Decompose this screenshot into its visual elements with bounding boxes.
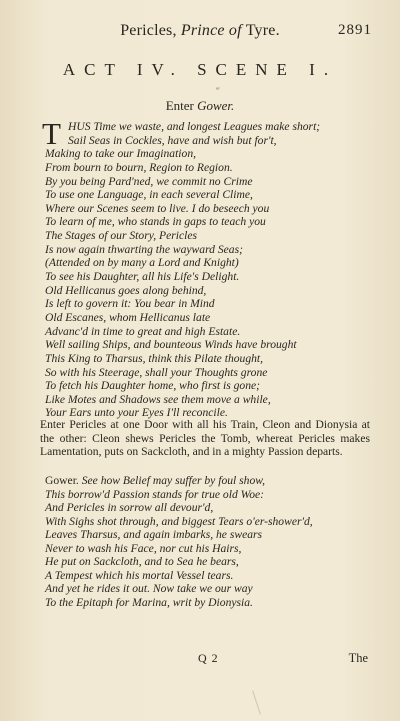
verse-line: A Tempest which his mortal Vessel tears. bbox=[45, 568, 234, 582]
catchword: The bbox=[348, 651, 368, 665]
verse-line: To use one Language, in each several Clime, bbox=[45, 188, 253, 202]
page-crease bbox=[252, 690, 261, 714]
verse-line: So with his Steerage, shall your Thoughts grone bbox=[45, 365, 268, 379]
verse-line: Advanc'd in time to great and high Estate. bbox=[45, 324, 241, 338]
verse-line: Making to take our Imagination, bbox=[45, 147, 197, 161]
verse-line: The Stages of our Story, Pericles bbox=[45, 229, 197, 243]
stage-entry: Enter Gower. bbox=[165, 98, 235, 113]
chorus-lines bbox=[45, 120, 375, 420]
stage-direction: Enter Pericles at one Door with all his Train, Cleon and Dionysia at the other: Cleon shews Pericles the Tomb, whereat Pericles makes Lamentation, puts on Sackcloth, and in a mighty Passion departs. bbox=[40, 418, 370, 459]
verse-line: With Sighs shot through, and biggest Tears o'er-shower'd, bbox=[45, 514, 313, 528]
act-scene-heading: ACT IV. SCENE I. bbox=[62, 60, 338, 79]
gower-lines bbox=[45, 474, 375, 609]
verse-line: By you being Pard'ned, we commit no Crime bbox=[45, 174, 253, 188]
page-header bbox=[0, 22, 400, 44]
verse-line: To fetch his Daughter home, who first is gone; bbox=[45, 379, 261, 393]
verse-line: (Attended on by many a Lord and Knight) bbox=[45, 256, 239, 270]
page-footer bbox=[0, 651, 400, 669]
verse-line: Well sailing Ships, and bounteous Winds have brought bbox=[45, 338, 297, 352]
verse-line: Never to wash his Face, nor cut his Hairs, bbox=[45, 541, 242, 555]
verse-line: Your Ears unto your Eyes I'll reconcile. bbox=[45, 406, 228, 420]
verse-line: Old Hellicanus goes along behind, bbox=[45, 283, 207, 297]
verse-line: To learn of me, who stands in gaps to teach you bbox=[45, 215, 266, 229]
verse-line: This King to Tharsus, think this Pilate thought, bbox=[45, 351, 264, 365]
signature-mark: Q 2 bbox=[198, 651, 219, 665]
verse-text: See how Belief may suffer by foul show, bbox=[81, 474, 266, 487]
printer-mark: ‴ bbox=[216, 86, 220, 96]
verse-line: To see his Daughter, all his Life's Delight. bbox=[45, 270, 240, 284]
verse-line: Like Motes and Shadows see them move a while, bbox=[45, 392, 271, 406]
verse-line: Is now again thwarting the wayward Seas; bbox=[45, 242, 243, 256]
speaker-name: Gower. bbox=[45, 474, 79, 487]
verse-line: And yet he rides it out. Now take we our way bbox=[45, 582, 253, 596]
chorus-verse bbox=[42, 116, 375, 420]
verse-line: To the Epitaph for Marina, writ by Dionysia. bbox=[45, 595, 253, 609]
verse-line: HUS Time we waste, and longest Leagues make short; bbox=[68, 120, 321, 133]
verse-line: From bourn to bourn, Region to Region. bbox=[45, 160, 233, 174]
verse-line: Sail Seas in Cockles, have and wish but for't, bbox=[68, 133, 277, 147]
running-title: Pericles, Prince of Tyre. bbox=[120, 22, 280, 39]
verse-line: He put on Sackcloth, and to Sea he bears, bbox=[45, 555, 239, 569]
page-number: 2891 bbox=[338, 22, 372, 38]
verse-line: Leaves Tharsus, and again imbarks, he swears bbox=[45, 528, 263, 542]
verse-line: This borrow'd Passion stands for true old Woe: bbox=[45, 487, 265, 501]
drop-cap: T bbox=[42, 116, 61, 151]
gower-speech bbox=[45, 474, 375, 609]
verse-line: And Pericles in sorrow all devour'd, bbox=[45, 501, 214, 515]
verse-line: Old Escanes, whom Hellicanus late bbox=[45, 310, 211, 324]
verse-line bbox=[45, 474, 375, 488]
verse-line: Is left to govern it: You bear in Mind bbox=[45, 297, 215, 311]
verse-line: Where our Scenes seem to live. I do beseech you bbox=[45, 201, 270, 215]
